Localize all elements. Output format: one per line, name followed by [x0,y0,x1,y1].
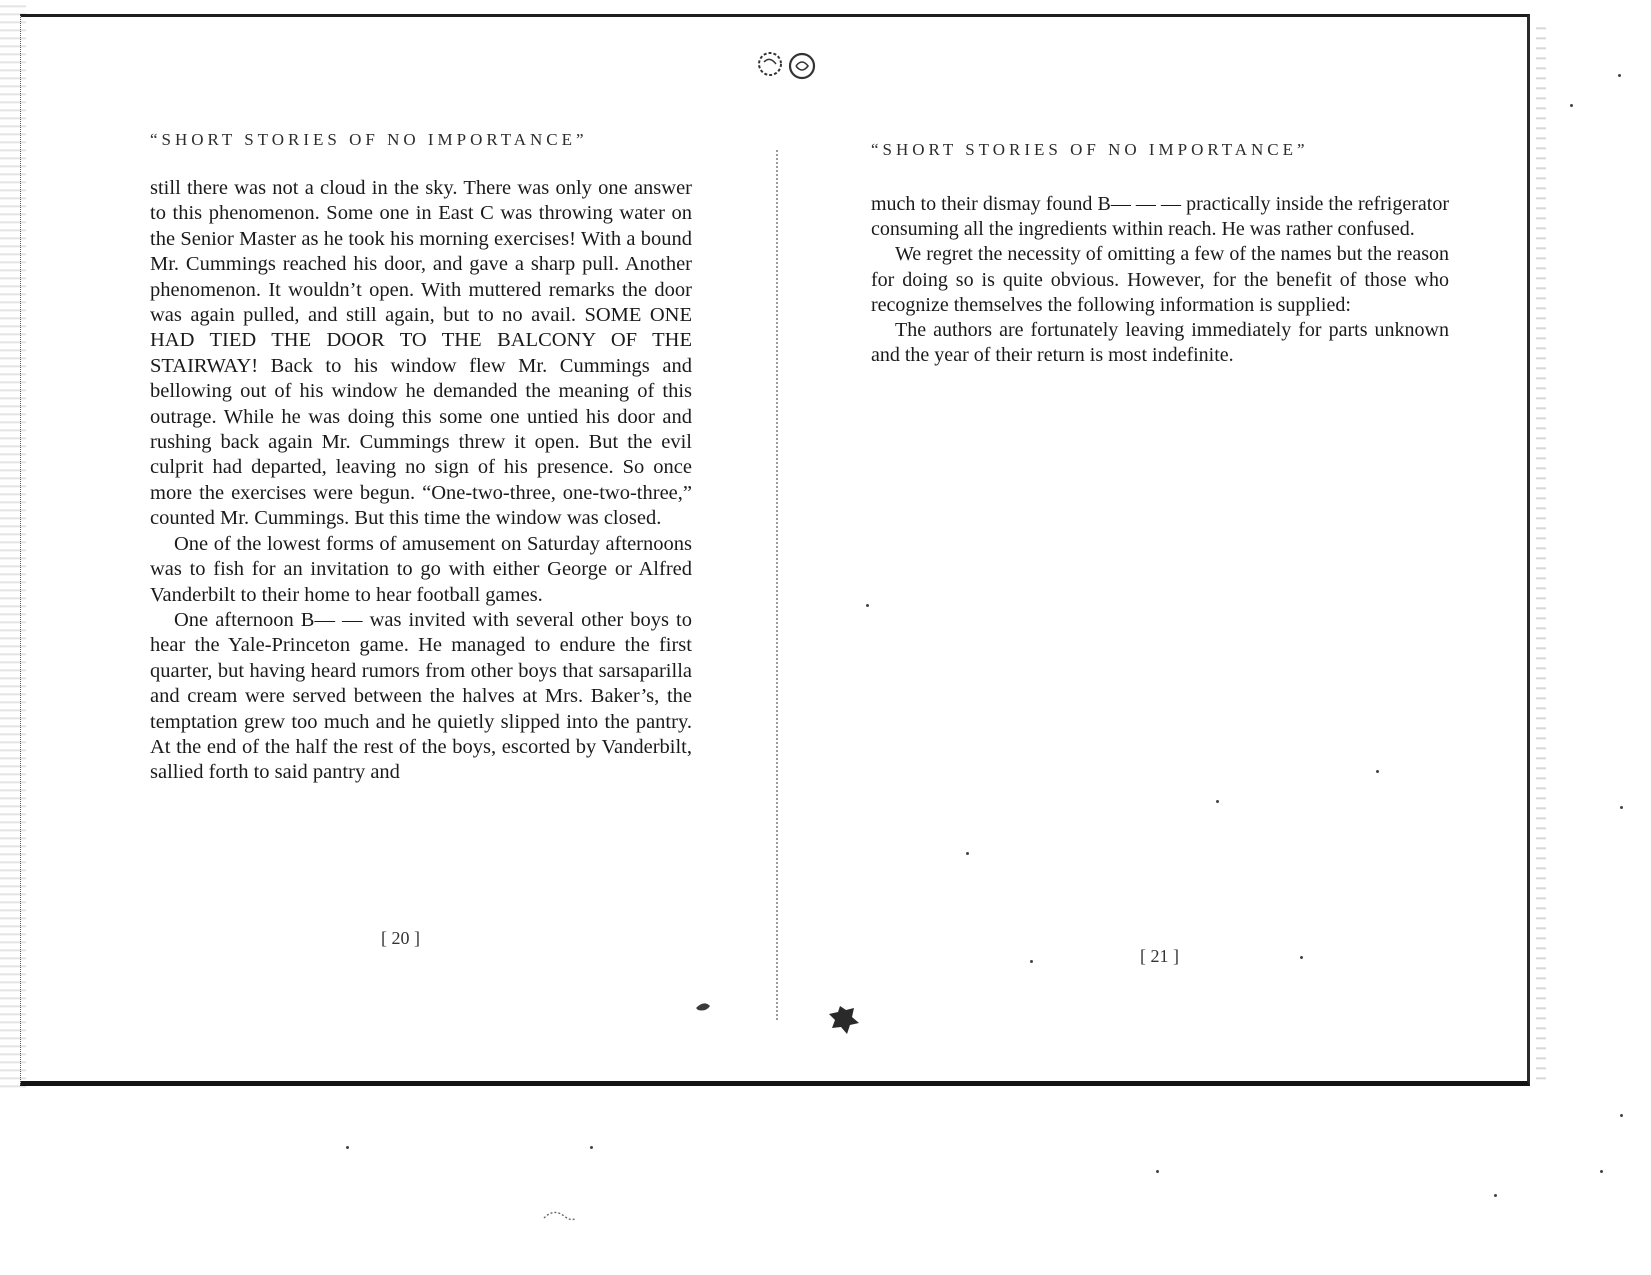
left-page [150,130,692,786]
scan-speck [1620,1114,1623,1117]
scan-speck [1376,770,1379,773]
scan-speck [1216,800,1219,803]
page-number-left: [ 20 ] [381,928,420,948]
ink-mark-icon [540,1204,580,1228]
scan-speck [1030,960,1033,963]
paragraph: One of the lowest forms of amusement on Saturday afternoons was to fish for an invitation to go with either George or Alfred Vanderbilt to their home to hear football games. [150,532,692,606]
running-head-left: “SHORT STORIES OF NO IMPORTANCE” [150,130,588,149]
scan-speck [1570,104,1573,107]
right-page [871,130,1449,368]
scan-speck [590,1146,593,1149]
scan-speck [966,852,969,855]
scan-speck [1156,1170,1159,1173]
scan-speck [866,604,869,607]
running-head-right: “SHORT STORIES OF NO IMPORTANCE” [871,140,1309,159]
scan-speck [1600,1170,1603,1173]
ink-mark-icon [690,996,720,1026]
paragraph: much to their dismay found B— — — practically inside the refrigerator consuming all the ingredients within reach. He was rather confused. [871,193,1449,241]
right-page-body [871,192,1449,368]
scan-speck [1620,806,1623,809]
header-ornament-icon [752,46,822,84]
paragraph: still there was not a cloud in the sky. There was only one answer to this phenomenon. Some one in East C was throwing water on the Senior Master as he took his morning exercises! With a bound Mr. Cummings reached his door, and gave a sharp pull. Another phenomenon. It wouldn’t open. With muttered remarks the door was again pulled, and still again, but to no avail. SOME ONE HAD TIED THE DOOR TO THE BALCONY OF THE STAIRWAY! Back to his window flew Mr. Cummings and bellowing out of his window he demanded the meaning of this outrage. While he was doing this some one untied his door and rushing back again Mr. Cummings threw it open. But the evil culprit had departed, leaving no sign of his presence. So once more the exercises were begun. “One-two-three, one-two-three,” counted Mr. Cummings. But this time the window was closed. [150,177,692,530]
scan-speck [346,1146,349,1149]
scan-speck [1300,956,1303,959]
scan-speck [1494,1194,1497,1197]
left-page-body [150,176,692,786]
book-gutter [776,150,778,1020]
scan-speck [1618,74,1621,77]
paragraph: The authors are fortunately leaving immediately for parts unknown and the year of their return is most indefinite. [871,319,1449,367]
scan-right-edge [1536,20,1546,1080]
ink-blot-icon [820,998,870,1048]
page-number-right: [ 21 ] [1140,946,1179,966]
paragraph: One afternoon B— — was invited with several other boys to hear the Yale-Princeton game. He managed to endure the first quarter, but having heard rumors from other boys that sarsaparilla and cream were served between the halves at Mrs. Baker’s, the temptation grew too much and he quietly slipped into the pantry. At the end of the half the rest of the boys, escorted by Vanderbilt, sallied forth to said pantry and [150,608,692,784]
paragraph: We regret the necessity of omitting a few of the names but the reason for doing so is quite obvious. However, for the benefit of those who recognize themselves the following information is supplied: [871,243,1449,316]
